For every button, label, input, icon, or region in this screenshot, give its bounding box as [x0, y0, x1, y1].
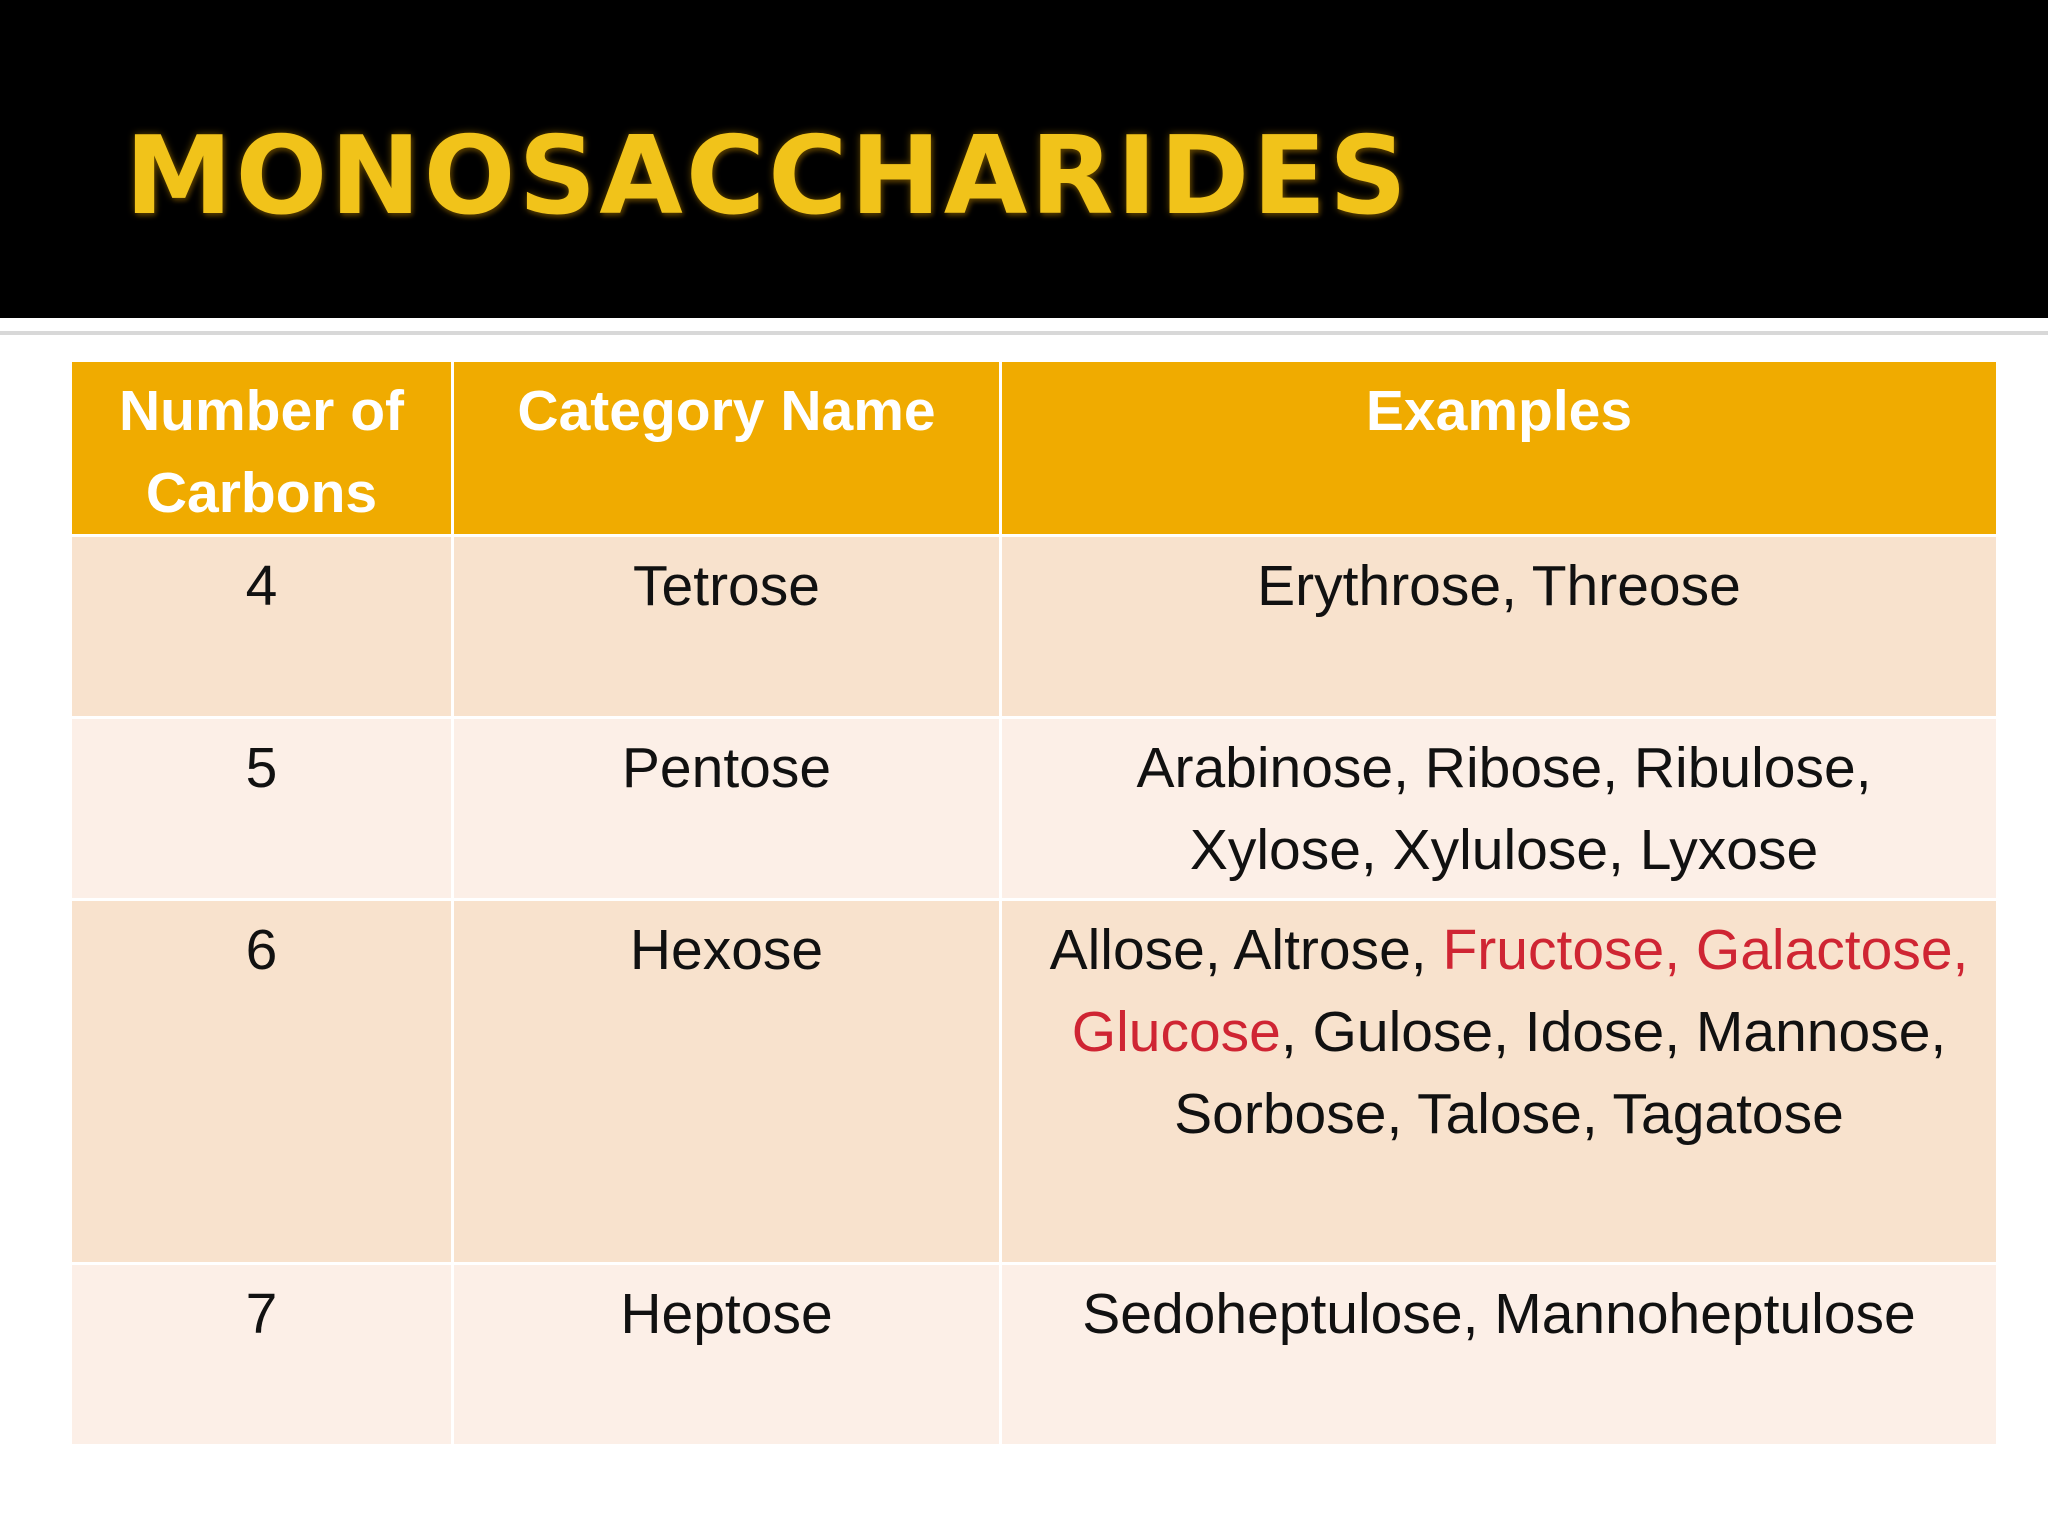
header-examples: Examples	[1001, 361, 1998, 536]
slide-title: MONOSACCHARIDES	[125, 114, 1410, 239]
cell-examples: Erythrose, Threose	[1001, 536, 1998, 718]
header-category-name: Category Name	[453, 361, 1001, 536]
monosaccharides-table-container	[69, 359, 1996, 1447]
title-bar	[0, 0, 2048, 318]
examples-text: Allose, Altrose,	[1049, 918, 1443, 982]
cell-examples	[1001, 900, 1998, 1264]
monosaccharides-table	[69, 359, 1999, 1447]
table-row	[71, 900, 1998, 1264]
examples-text: , Gulose, Idose, Mannose, Sorbose, Talose, Tagatose	[1174, 1000, 1947, 1146]
table-header-row	[71, 361, 1998, 536]
cell-carbons: 5	[71, 718, 453, 900]
cell-examples: Sedoheptulose, Mannoheptulose	[1001, 1264, 1998, 1446]
cell-examples: Arabinose, Ribose, Ribulose, Xylose, Xylulose, Lyxose	[1001, 718, 1998, 900]
cell-carbons: 7	[71, 1264, 453, 1446]
examples-highlighted-text: Fructose, Galactose, Glucose	[1071, 918, 1969, 1064]
cell-category: Tetrose	[453, 536, 1001, 718]
cell-carbons: 6	[71, 900, 453, 1264]
divider-rule	[0, 331, 2048, 335]
cell-category: Pentose	[453, 718, 1001, 900]
table-row	[71, 536, 1998, 718]
table-row	[71, 718, 1998, 900]
header-number-of-carbons: Number of Carbons	[71, 361, 453, 536]
cell-category: Heptose	[453, 1264, 1001, 1446]
cell-carbons: 4	[71, 536, 453, 718]
cell-category: Hexose	[453, 900, 1001, 1264]
table-row	[71, 1264, 1998, 1446]
